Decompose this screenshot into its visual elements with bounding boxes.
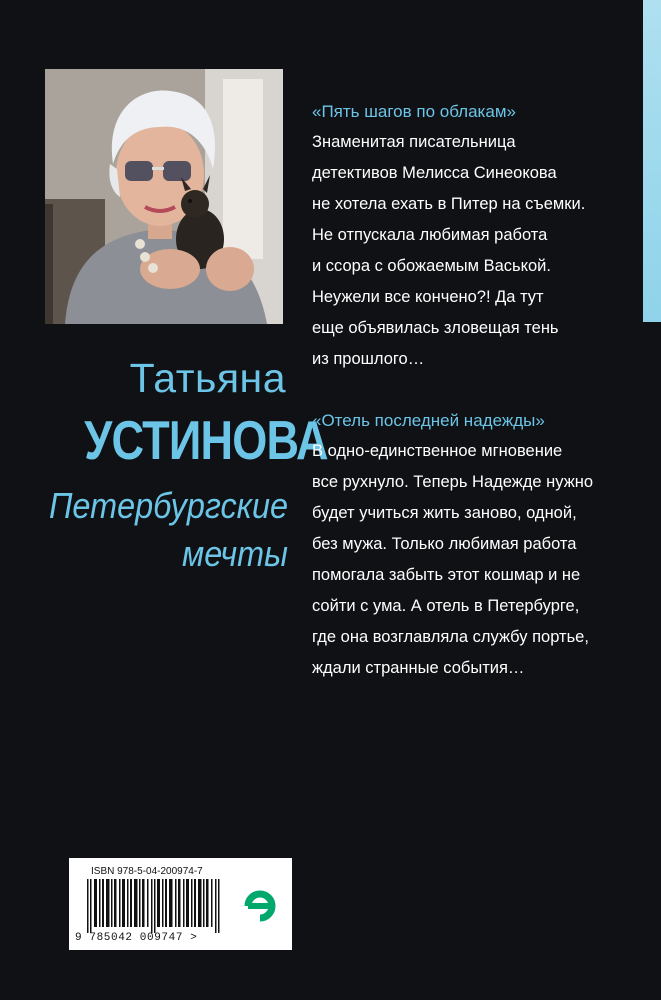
blurb-line: где она возглавляла службу портье, [312,628,589,646]
blurb-title: «Отель последней надежды» [312,411,545,430]
blurb-line: Знаменитая писательница [312,133,516,151]
blurb-line: Неужели все кончено?! Да тут [312,288,544,306]
blurb-line: еще объявилась зловещая тень [312,319,559,337]
author-first-name: Татьяна [129,355,286,401]
blurb-body [312,436,632,684]
blurb-title: «Пять шагов по облакам» [312,102,516,121]
publisher-name: eksmo.ru [236,925,276,936]
book-title [47,482,288,578]
spine-accent-strip [643,0,661,322]
book-title-line-2: мечты [181,533,288,574]
author-last-name: УСТИНОВА [84,409,328,471]
barcode-digits: 9 785042 009747 > [75,932,198,944]
isbn-label: ISBN 978-5-04-200974-7 [91,866,203,877]
book-title-line-1: Петербургские [48,485,288,526]
blurb-1 [312,96,632,375]
blurb-line: не хотела ехать в Питер на съемки. [312,195,586,213]
blurb-line: сойти с ума. А отель в Петербурге, [312,597,580,615]
barcode-icon [87,879,225,933]
blurb-line: все рухнуло. Теперь Надежде нужно [312,473,594,491]
author-portrait-illustration [45,69,283,324]
blurb-body [312,127,632,375]
blurb-line: детективов Мелисса Синеокова [312,164,557,182]
blurb-line: Не отпускала любимая работа [312,226,548,244]
blurb-line: В одно-единственное мгновение [312,442,563,460]
blurb-line: будет учиться жить заново, одной, [312,504,577,522]
blurb-line: и ссора с обожаемым Васькой. [312,257,551,275]
author-photo [45,69,283,324]
blurb-line: из прошлого… [312,350,425,368]
blurb-line: без мужа. Только любимая работа [312,535,577,553]
blurb-2 [312,405,632,684]
blurb-line: помогала забыть этот кошмар и не [312,566,581,584]
blurb-line: ждали странные события… [312,659,525,677]
